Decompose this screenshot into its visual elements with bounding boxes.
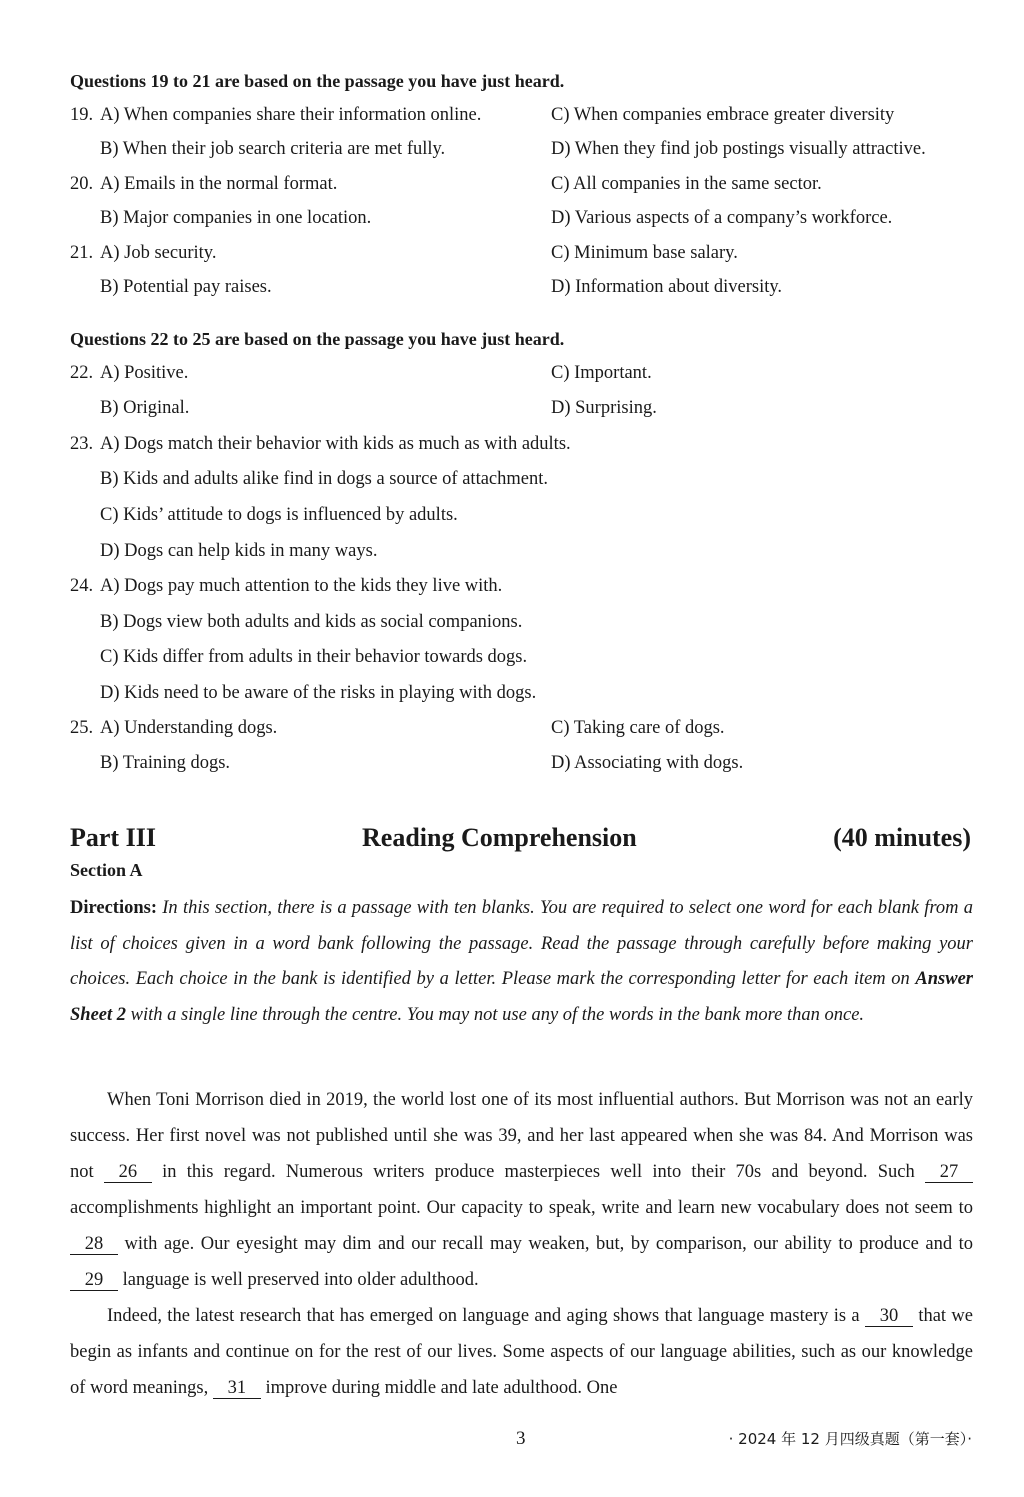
q22-option-c: C) Important. — [551, 363, 652, 383]
q22-option-a: A) Positive. — [100, 363, 189, 383]
q25-option-a: A) Understanding dogs. — [100, 718, 278, 738]
q25-number: 25. — [70, 718, 94, 738]
page-number: 3 — [516, 1428, 526, 1449]
q21-number: 21. — [70, 243, 94, 263]
q20-option-b: B) Major companies in one location. — [100, 208, 372, 228]
q23-option-c: C) Kids’ attitude to dogs is influenced by adults. — [100, 505, 458, 525]
q21-option-b: B) Potential pay raises. — [100, 277, 272, 297]
q20-option-d: D) Various aspects of a company’s workforce. — [551, 208, 893, 228]
part-title: Reading Comprehension — [362, 823, 637, 852]
directions-text-1: In this section, there is a passage with ten blanks. You are required to select one word for each blank from a list of choices given in a word bank following the passage. Read the passage through carefully before making your choices. Each choice in the bank is identified by a letter. Please mark the corresponding letter for each item on — [70, 898, 973, 990]
q21-option-a: A) Job security. — [100, 243, 217, 263]
q21-option-c: C) Minimum base salary. — [551, 243, 738, 263]
directions-answer-sheet: Answer Sheet 2 — [70, 969, 973, 1025]
passage-paragraph-1: When Toni Morrison died in 2019, the world lost one of its most influential authors. But Morrison was not an early success. Her first novel was not published until she was 39, and her last appeared when she was 84. And Morrison was not 26 in this regard. Numerous writers produce masterpieces well into their 70s and beyond. Such 27 accomplishments highlight an important point. Our capacity to speak, write and learn new vocabulary does not seem to 28 with age. Our eyesight may dim and our recall may weaken, but, by comparison, our ability to produce and to 29 language is well preserved into older adulthood. — [70, 1090, 973, 1290]
directions-label: Directions: — [70, 898, 157, 918]
part-time: (40 minutes) — [833, 823, 971, 852]
q23-option-b: B) Kids and adults alike find in dogs a source of attachment. — [100, 469, 549, 489]
q20-number: 20. — [70, 174, 94, 194]
q21-option-d: D) Information about diversity. — [551, 277, 783, 297]
q23-option-a: A) Dogs match their behavior with kids as much as with adults. — [100, 434, 571, 454]
q19-option-d: D) When they find job postings visually attractive. — [551, 139, 926, 159]
directions-block — [70, 891, 973, 1033]
blank-31: 31 — [213, 1378, 261, 1399]
blank-30: 30 — [865, 1306, 913, 1327]
blank-26: 26 — [104, 1162, 152, 1183]
q22-number: 22. — [70, 363, 94, 383]
q22-option-d: D) Surprising. — [551, 398, 657, 418]
q20-option-c: C) All companies in the same sector. — [551, 174, 822, 194]
q25-option-b: B) Training dogs. — [100, 753, 231, 773]
directions-text-2: with a single line through the centre. You may not use any of the words in the bank more than once. — [126, 1004, 865, 1025]
blank-28: 28 — [70, 1234, 118, 1255]
q20-option-a: A) Emails in the normal format. — [100, 174, 338, 194]
exam-label: · 2024 年 12 月四级真题（第一套）· — [728, 1430, 972, 1448]
questions-19-21-heading: Questions 19 to 21 are based on the passage you have just heard. — [70, 71, 565, 91]
q19-option-c: C) When companies embrace greater diversity — [551, 105, 895, 125]
section-label: Section A — [70, 860, 143, 880]
q22-option-b: B) Original. — [100, 398, 190, 418]
part-label: Part III — [70, 823, 156, 852]
q24-option-c: C) Kids differ from adults in their behavior towards dogs. — [100, 647, 528, 667]
q19-option-a: A) When companies share their information online. — [100, 105, 482, 125]
q19-option-b: B) When their job search criteria are met fully. — [100, 139, 446, 159]
questions-22-25-heading: Questions 22 to 25 are based on the passage you have just heard. — [70, 329, 565, 349]
q24-number: 24. — [70, 576, 94, 596]
q24-option-d: D) Kids need to be aware of the risks in playing with dogs. — [100, 683, 537, 703]
q19-number: 19. — [70, 105, 94, 125]
q24-option-a: A) Dogs pay much attention to the kids they live with. — [100, 576, 503, 596]
q24-option-b: B) Dogs view both adults and kids as social companions. — [100, 612, 523, 632]
q25-option-d: D) Associating with dogs. — [551, 753, 744, 773]
q25-option-c: C) Taking care of dogs. — [551, 718, 725, 738]
q23-number: 23. — [70, 434, 94, 454]
q23-option-d: D) Dogs can help kids in many ways. — [100, 541, 378, 561]
blank-27: 27 — [925, 1162, 973, 1183]
passage-paragraph-2: Indeed, the latest research that has emerged on language and aging shows that language mastery is a 30 that we begin as infants and continue on for the rest of our lives. Some aspects of our language abilities, such as our knowledge of word meanings, 31 improve during middle and late adulthood. One — [70, 1306, 973, 1398]
blank-29: 29 — [70, 1270, 118, 1291]
